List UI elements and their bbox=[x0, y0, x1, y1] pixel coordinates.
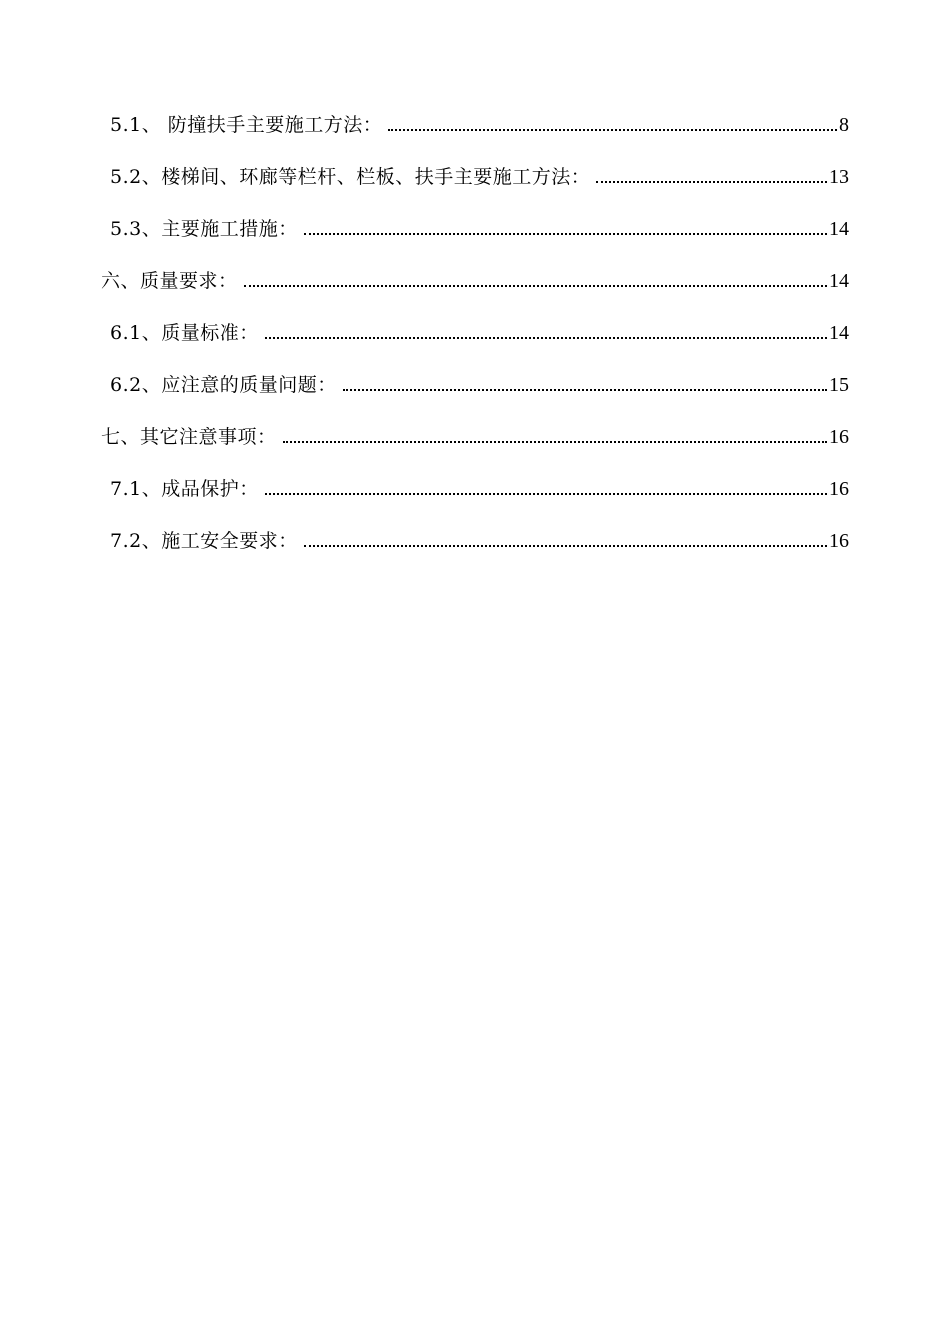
toc-entry[interactable] bbox=[110, 368, 849, 398]
toc-entry-label: 7.1、成品保护： bbox=[110, 478, 259, 500]
toc-dot-leader bbox=[596, 181, 827, 183]
toc-entry-page-number: 16 bbox=[829, 478, 849, 500]
toc-entry-label: 七、其它注意事项： bbox=[101, 426, 277, 448]
toc-entry-label: 六、质量要求： bbox=[101, 270, 238, 292]
toc-entry-page-number: 14 bbox=[829, 218, 849, 240]
toc-entry[interactable] bbox=[110, 316, 849, 346]
toc-dot-leader bbox=[265, 337, 827, 339]
toc-entry-page-number: 16 bbox=[829, 426, 849, 448]
toc-entry-label: 6.2、应注意的质量问题： bbox=[110, 374, 337, 396]
toc-entry-label: 7.2、施工安全要求： bbox=[110, 530, 298, 552]
toc-entry-page-number: 14 bbox=[829, 322, 849, 344]
toc-entry-page-number: 8 bbox=[839, 114, 849, 136]
toc-dot-leader bbox=[265, 493, 827, 495]
toc-entry[interactable] bbox=[101, 264, 849, 294]
toc-dot-leader bbox=[343, 389, 827, 391]
toc-entry[interactable] bbox=[110, 212, 849, 242]
toc-dot-leader bbox=[388, 129, 837, 131]
toc-dot-leader bbox=[304, 545, 827, 547]
toc-entry-label: 5.2、楼梯间、环廊等栏杆、栏板、扶手主要施工方法： bbox=[110, 166, 591, 188]
toc-entry[interactable] bbox=[110, 160, 849, 190]
toc-dot-leader bbox=[244, 285, 827, 287]
toc-entry-page-number: 14 bbox=[829, 270, 849, 292]
toc-entry-label: 5.1、 防撞扶手主要施工方法： bbox=[110, 114, 383, 136]
toc-entry[interactable] bbox=[110, 524, 849, 554]
toc-entry[interactable] bbox=[101, 420, 849, 450]
toc-entry-page-number: 16 bbox=[829, 530, 849, 552]
toc-entry-label: 5.3、主要施工措施： bbox=[110, 218, 298, 240]
toc-entry-page-number: 15 bbox=[829, 374, 849, 396]
toc-dot-leader bbox=[283, 441, 827, 443]
toc-dot-leader bbox=[304, 233, 827, 235]
toc-entry[interactable] bbox=[110, 472, 849, 502]
toc-entry[interactable] bbox=[110, 108, 849, 138]
toc-entry-label: 6.1、质量标准： bbox=[110, 322, 259, 344]
toc-entry-page-number: 13 bbox=[829, 166, 849, 188]
